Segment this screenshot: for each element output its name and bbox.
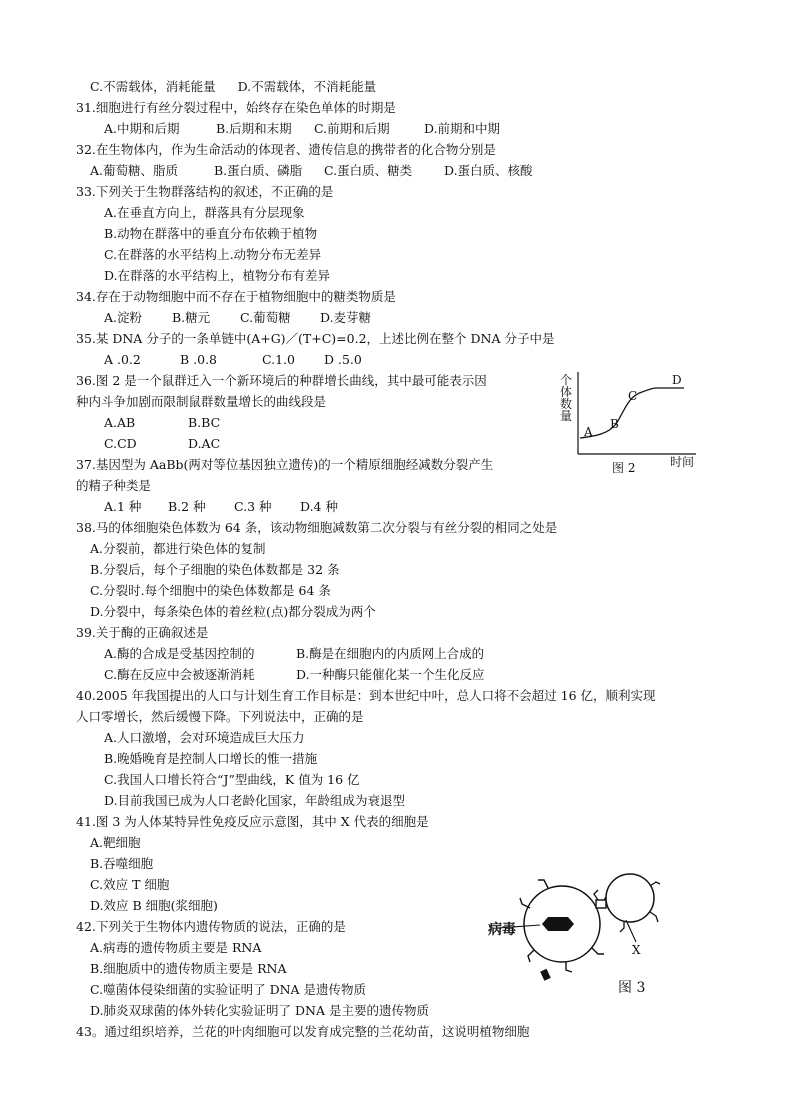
- question-37-options: A.1 种 B.2 种 C.3 种 D.4 种: [104, 499, 338, 514]
- question-41-option-b: B.吞噬细胞: [90, 856, 154, 871]
- figure-2-growth-curve: [556, 366, 706, 480]
- virus-label: 病毒: [488, 922, 516, 938]
- question-38-option-a: A.分裂前，都进行染色体的复制: [90, 541, 266, 556]
- question-32: 32.在生物体内，作为生命活动的体现者、遗传信息的携带者的化合物分别是: [76, 142, 496, 157]
- figure-3-caption: 图 3: [618, 980, 646, 996]
- question-33-option-b: B.动物在群落中的垂直分布依赖于植物: [104, 226, 318, 241]
- question-32-options: A.葡萄糖、脂质 B.蛋白质、磷脂 C.蛋白质、糖类 D.蛋白质、核酸: [90, 163, 533, 178]
- cell-x: [606, 874, 654, 922]
- question-38-option-c: C.分裂时.每个细胞中的染色体数都是 64 条: [90, 583, 331, 598]
- question-40-line-1: 40.2005 年我国提出的人口与计划生育工作目标是：到本世纪中叶，总人口将不会超过 16 亿，顺利实现: [76, 688, 656, 703]
- receptor-icon: [620, 922, 624, 932]
- question-36-line-1: 36.图 2 是一个鼠群迁入一个新环境后的种群增长曲线，其中最可能表示因: [76, 373, 487, 388]
- marker-icon: [540, 969, 551, 981]
- x-pointer-line: [626, 920, 636, 942]
- point-d-label: D: [672, 373, 682, 387]
- receptor-icon: [528, 950, 534, 962]
- receptor-complex-icon: [596, 900, 606, 908]
- question-39-options-2: C.酶在反应中会被逐渐消耗 D.一种酶只能催化某一个生化反应: [104, 667, 485, 682]
- question-41-option-a: A.靶细胞: [90, 835, 141, 850]
- question-35-options: A .0.2 B .0.8 C.1.0 D .5.0: [104, 352, 362, 367]
- y-label-3: 数: [560, 397, 573, 411]
- question-41: 41.图 3 为人体某特异性免疫反应示意图，其中 X 代表的细胞是: [76, 814, 429, 829]
- question-41-option-d: D.效应 B 细胞(浆细胞): [90, 898, 218, 913]
- question-36-options-2: C.CD D.AC: [104, 436, 221, 451]
- question-34: 34.存在于动物细胞中而不存在于植物细胞中的糖类物质是: [76, 289, 396, 304]
- option-c: C.不需载体，消耗能量: [90, 79, 216, 94]
- x-axis-label: 时间: [670, 455, 695, 469]
- point-b-label: B: [610, 417, 619, 431]
- figure-2-caption: 图 2: [612, 461, 636, 475]
- question-42-option-b: B.细胞质中的遗传物质主要是 RNA: [90, 961, 287, 976]
- question-33-option-c: C.在群落的水平结构上.动物分布无差异: [104, 247, 322, 262]
- x-label: X: [632, 943, 641, 957]
- y-label-4: 量: [560, 409, 573, 423]
- y-label-2: 体: [560, 385, 573, 399]
- question-37-line-2: 的精子种类是: [76, 478, 152, 493]
- question-42-option-c: C.噬菌体侵染细菌的实验证明了 DNA 是遗传物质: [90, 982, 367, 997]
- question-39-options-1: A.酶的合成是受基因控制的 B.酶是在细胞内的内质网上合成的: [104, 646, 485, 661]
- virus-icon: [542, 917, 574, 931]
- question-40-option-d: D.目前我国已成为人口老龄化国家，年龄组成为衰退型: [104, 793, 406, 808]
- point-a-label: A: [584, 425, 593, 439]
- question-33-option-d: D.在群落的水平结构上，植物分布有差异: [104, 268, 331, 283]
- question-40-option-b: B.晚婚晚育是控制人口增长的惟一措施: [104, 751, 318, 766]
- question-40-line-2: 人口零增长，然后缓慢下降。下列说法中，正确的是: [76, 709, 364, 724]
- question-33-option-a: A.在垂直方向上，群落具有分层现象: [104, 205, 305, 220]
- question-42: 42.下列关于生物体内遗传物质的说法，正确的是: [76, 919, 346, 934]
- question-31: 31.细胞进行有丝分裂过程中，始终存在染色单体的时期是: [76, 100, 396, 115]
- receptor-icon: [650, 882, 660, 886]
- question-31-options: A.中期和后期 B.后期和末期 C.前期和后期 D.前期和中期: [104, 121, 501, 136]
- question-33: 33.下列关于生物群落结构的叙述，不正确的是: [76, 184, 334, 199]
- figure-3-immune-diagram: [486, 862, 670, 998]
- point-c-label: C: [628, 389, 638, 403]
- option-line-c-d: [90, 78, 376, 96]
- question-40-option-a: A.人口激增，会对环境造成巨大压力: [104, 730, 305, 745]
- receptor-icon: [566, 962, 572, 972]
- receptor-icon: [650, 912, 658, 922]
- question-43: 43。通过组织培养，兰花的叶肉细胞可以发育成完整的兰花幼苗，这说明植物细胞: [76, 1024, 530, 1039]
- question-39: 39.关于酶的正确叙述是: [76, 625, 209, 640]
- option-d: D.不需载体，不消耗能量: [237, 79, 377, 94]
- question-34-options: A.淀粉 B.糖元 C.葡萄糖 D.麦芽糖: [104, 310, 372, 325]
- question-38-option-d: D.分裂中，每条染色体的着丝粒(点)都分裂成为两个: [90, 604, 376, 619]
- question-36-options-1: A.AB B.BC: [104, 415, 221, 430]
- receptor-icon: [520, 898, 530, 908]
- question-38-option-b: B.分裂后，每个子细胞的染色体数都是 32 条: [90, 562, 340, 577]
- question-40-option-c: C.我国人口增长符合“J”型曲线，K 值为 16 亿: [104, 772, 360, 787]
- question-37-line-1: 37.基因型为 AaBb(两对等位基因独立遗传)的一个精原细胞经减数分裂产生: [76, 457, 494, 472]
- y-label-1: 个: [560, 373, 573, 387]
- question-35: 35.某 DNA 分子的一条单链中(A+G)／(T+C)=0.2，上述比例在整个 DNA 分子中是: [76, 331, 555, 346]
- question-38: 38.马的体细胞染色体数为 64 条，该动物细胞减数第二次分裂与有丝分裂的相同之处是: [76, 520, 558, 535]
- receptor-icon: [538, 880, 548, 888]
- question-42-option-d: D.肺炎双球菌的体外转化实验证明了 DNA 是主要的遗传物质: [90, 1003, 429, 1018]
- receptor-icon: [592, 948, 604, 954]
- question-41-option-c: C.效应 T 细胞: [90, 877, 170, 892]
- question-36-line-2: 种内斗争加剧而限制鼠群数量增长的曲线段是: [76, 394, 327, 409]
- question-42-option-a: A.病毒的遗传物质主要是 RNA: [90, 940, 262, 955]
